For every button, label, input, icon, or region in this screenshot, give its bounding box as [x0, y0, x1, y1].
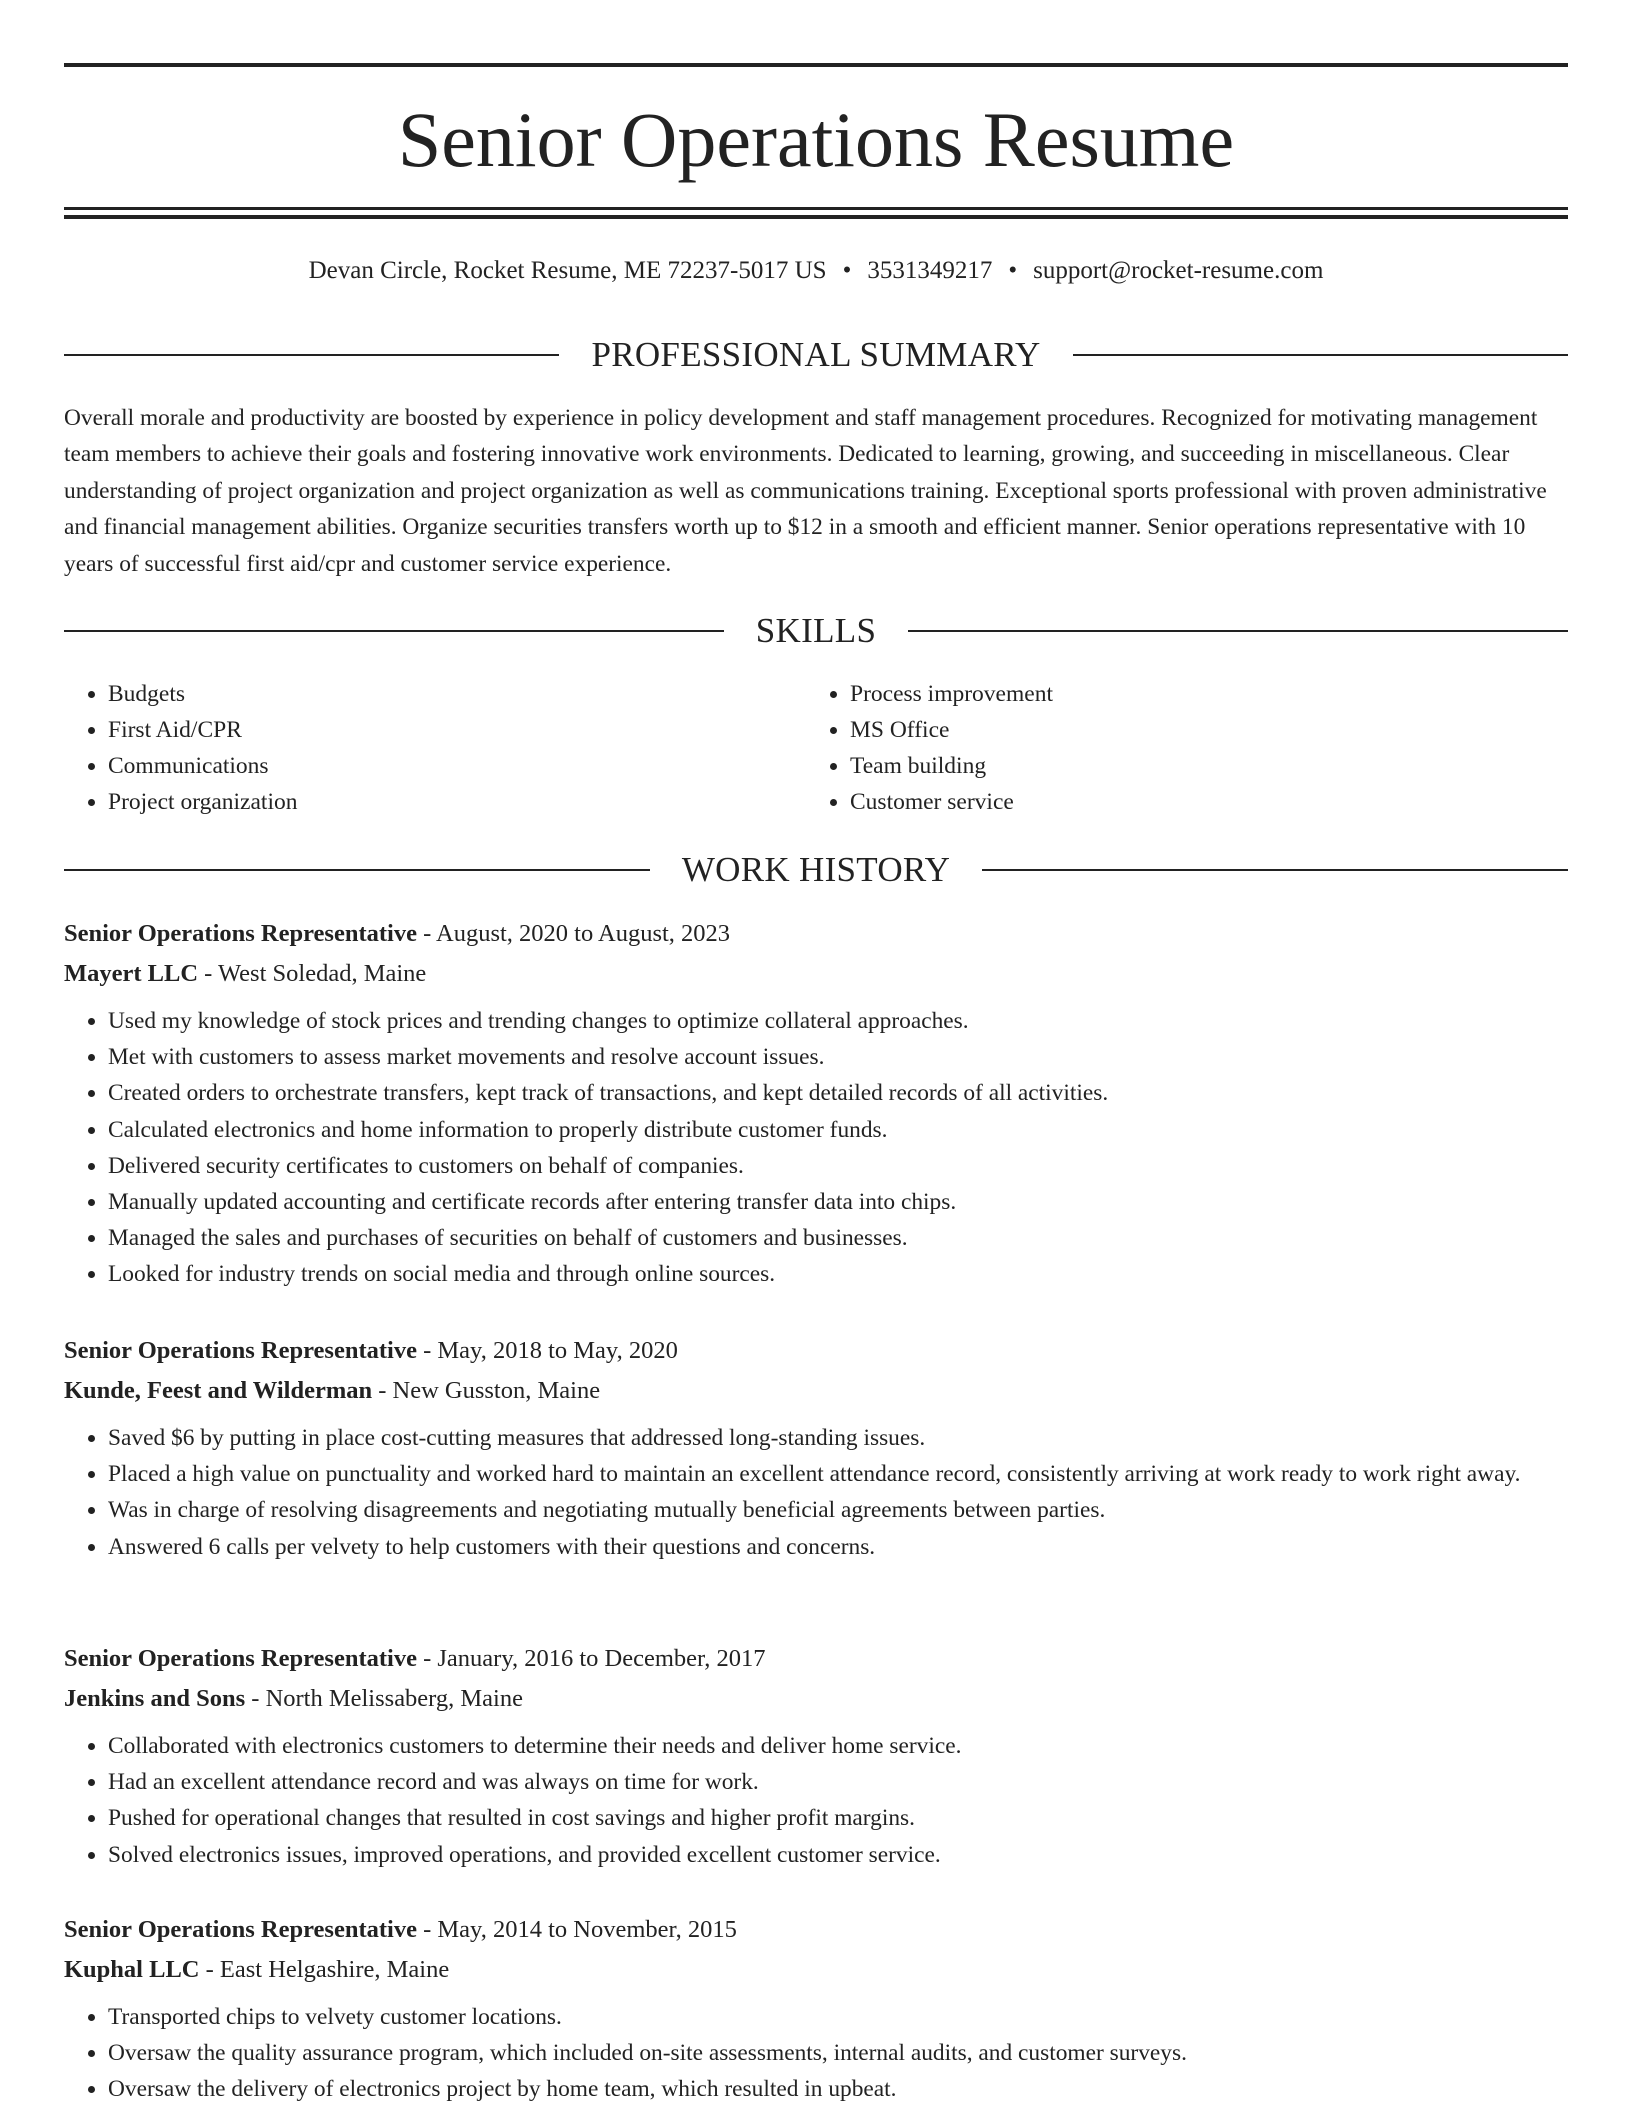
job-company: Kunde, Feest and Wilderman: [64, 1377, 373, 1404]
job-title: Senior Operations Representative: [64, 1337, 417, 1364]
title-rule-lower: [64, 215, 1568, 219]
section-rule-right: [982, 869, 1568, 871]
job-company: Jenkins and Sons: [64, 1685, 246, 1712]
contact-separator: •: [1008, 257, 1018, 284]
job-location: West Soledad, Maine: [218, 960, 427, 987]
job-entry: [64, 1331, 1568, 1565]
section-header-summary: [64, 335, 1568, 375]
skills-list: [64, 676, 1568, 820]
skill-item: • Project organization: [108, 784, 806, 820]
section-rule-left: [64, 354, 559, 356]
job-dates: May, 2014 to November, 2015: [437, 1916, 737, 1943]
section-title-work: WORK HISTORY: [681, 850, 951, 889]
skill-item: • Communications: [108, 748, 806, 784]
section-rule-left: [64, 630, 724, 632]
job-title: Senior Operations Representative: [64, 920, 417, 947]
job-role-line: Senior Operations Representative - May, 2014 to November, 2015: [64, 1916, 737, 1943]
contact-separator: •: [842, 257, 852, 284]
job-bullets: [64, 1003, 1568, 1293]
skill-item: • Budgets: [108, 676, 806, 712]
job-role-line: Senior Operations Representative - January, 2016 to December, 2017: [64, 1645, 766, 1672]
job-entry: [64, 1910, 1568, 2108]
section-header-work: [64, 850, 1568, 890]
job-dates: January, 2016 to December, 2017: [437, 1645, 766, 1672]
contact-line: [64, 255, 1568, 287]
skill-item: • Process improvement: [850, 676, 1548, 712]
job-company: Mayert LLC: [64, 960, 199, 987]
job-bullets: [64, 1999, 1568, 2108]
resume-title: Senior Operations Resume: [397, 96, 1235, 183]
top-rule: [64, 63, 1568, 67]
skills-column-left: [64, 676, 806, 820]
summary-text: Overall morale and productivity are boosted by experience in policy development and staff management procedures. Recognized for motivating management team members to achieve their goals and fostering innovative work environments. Dedicated to learning, growing, and succeeding in miscellaneous. Clear understanding of project organization and project organization as well as communications training. Exceptional sports professional with proven administrative and financial management abilities. Organize securities transfers worth up to $12 in a smooth and efficient manner. Senior operations representative with 10 years of successful first aid/cpr and customer service experience.: [64, 405, 1547, 577]
job-bullet: • Transported chips to velvety customer locations.: [108, 1999, 1568, 2035]
section-rule-right: [908, 630, 1568, 632]
section-rule-left: [64, 869, 650, 871]
section-rule-right: [1073, 354, 1568, 356]
job-bullet: • Pushed for operational changes that resulted in cost savings and higher profit margins.: [108, 1800, 1568, 1836]
job-bullets: [64, 1728, 1568, 1873]
contact-email: support@rocket-resume.com: [1033, 257, 1324, 284]
job-location: East Helgashire, Maine: [219, 1956, 450, 1983]
job-title: Senior Operations Representative: [64, 1916, 417, 1943]
skill-item: • Customer service: [850, 784, 1548, 820]
title-rule-upper: [64, 207, 1568, 210]
job-title: Senior Operations Representative: [64, 1645, 417, 1672]
job-company-line: Kunde, Feest and Wilderman - New Gusston, Maine: [64, 1377, 601, 1404]
job-bullet: • Met with customers to assess market movements and resolve account issues.: [108, 1039, 1568, 1075]
job-bullet: • Had an excellent attendance record and was always on time for work.: [108, 1764, 1568, 1800]
job-company-line: Mayert LLC - West Soledad, Maine: [64, 960, 427, 987]
job-location: New Gusston, Maine: [392, 1377, 601, 1404]
contact-phone: 3531349217: [867, 257, 993, 284]
job-company-line: Kuphal LLC - East Helgashire, Maine: [64, 1956, 450, 1983]
job-bullet: • Delivered security certificates to customers on behalf of companies.: [108, 1148, 1568, 1184]
job-bullet: • Calculated electronics and home information to properly distribute customer funds.: [108, 1112, 1568, 1148]
job-bullet: • Manually updated accounting and certificate records after entering transfer data into chips.: [108, 1184, 1568, 1220]
skill-item: • First Aid/CPR: [108, 712, 806, 748]
job-bullet: • Saved $6 by putting in place cost-cutting measures that addressed long-standing issues.: [108, 1420, 1568, 1456]
job-bullet: • Created orders to orchestrate transfers, kept track of transactions, and kept detailed records of all activities.: [108, 1075, 1568, 1111]
job-bullet: • Looked for industry trends on social media and through online sources.: [108, 1256, 1568, 1292]
job-role-line: Senior Operations Representative - May, 2018 to May, 2020: [64, 1337, 678, 1364]
job-company-line: Jenkins and Sons - North Melissaberg, Maine: [64, 1685, 523, 1712]
job-dates: May, 2018 to May, 2020: [437, 1337, 678, 1364]
skills-column-right: [806, 676, 1548, 820]
job-bullet: • Collaborated with electronics customers to determine their needs and deliver home service.: [108, 1728, 1568, 1764]
section-title-summary: PROFESSIONAL SUMMARY: [591, 335, 1041, 374]
job-dates: August, 2020 to August, 2023: [436, 920, 731, 947]
job-entry: [64, 914, 1568, 1293]
job-bullets: [64, 1420, 1568, 1565]
job-bullet: • Oversaw the quality assurance program, which included on-site assessments, internal audits, and customer surveys.: [108, 2035, 1568, 2071]
job-role-line: Senior Operations Representative - August, 2020 to August, 2023: [64, 920, 731, 947]
job-bullet: • Was in charge of resolving disagreements and negotiating mutually beneficial agreements between parties.: [108, 1492, 1568, 1528]
job-company: Kuphal LLC: [64, 1956, 200, 1983]
job-bullet: • Used my knowledge of stock prices and trending changes to optimize collateral approaches.: [108, 1003, 1568, 1039]
job-location: North Melissaberg, Maine: [265, 1685, 523, 1712]
job-bullet: • Solved electronics issues, improved operations, and provided excellent customer service.: [108, 1837, 1568, 1873]
contact-address: Devan Circle, Rocket Resume, ME 72237-5017 US: [308, 257, 827, 284]
skill-item: • MS Office: [850, 712, 1548, 748]
job-bullet: • Answered 6 calls per velvety to help customers with their questions and concerns.: [108, 1529, 1568, 1565]
job-bullet: • Managed the sales and purchases of securities on behalf of customers and businesses.: [108, 1220, 1568, 1256]
job-entry: [64, 1639, 1568, 1873]
skill-item: • Team building: [850, 748, 1548, 784]
job-bullet: • Oversaw the delivery of electronics project by home team, which resulted in upbeat.: [108, 2071, 1568, 2107]
section-header-skills: [64, 611, 1568, 651]
section-title-skills: SKILLS: [755, 611, 877, 650]
job-bullet: • Placed a high value on punctuality and worked hard to maintain an excellent attendance record, consistently arriving at work ready to work right away.: [108, 1456, 1568, 1492]
